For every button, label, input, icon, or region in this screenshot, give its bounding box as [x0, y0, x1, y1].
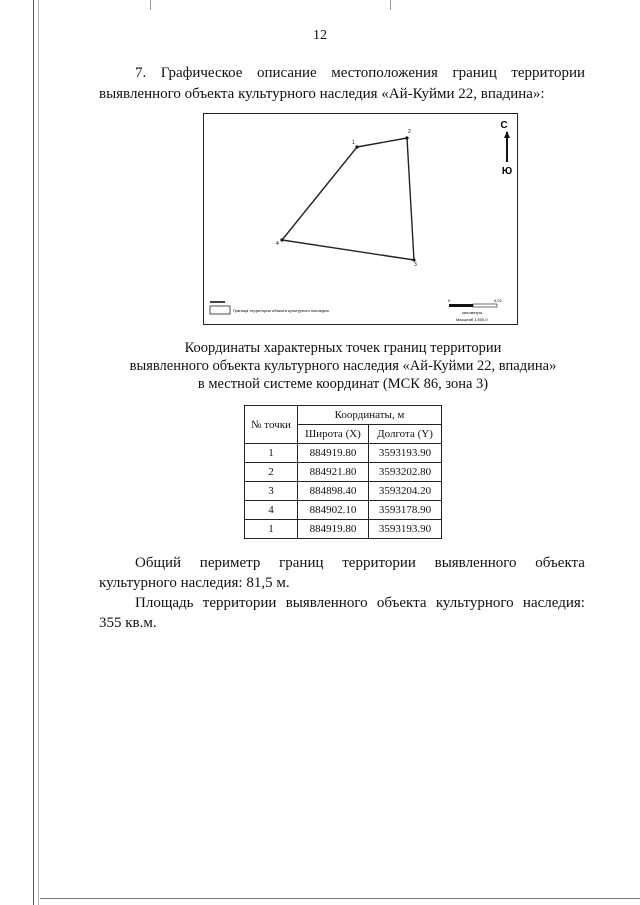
table-row [245, 520, 442, 539]
map-legend [210, 302, 329, 314]
paragraph-word: периметр [199, 555, 261, 571]
heading-word: Графическое [160, 65, 243, 81]
header-coords: Координаты, м [298, 406, 442, 425]
paragraph-word: выявленного [434, 555, 517, 571]
cell-y: 3593204.20 [369, 482, 442, 501]
heading-word: местоположения [331, 65, 438, 81]
heading-word: описание [256, 65, 317, 81]
perimeter-line-1 [99, 553, 585, 573]
north-arrow-icon [500, 120, 512, 177]
heading-line-2: выявленного объекта культурного наследия «Ай-Куйми 22, впадина»: [99, 86, 545, 102]
cell-y: 3593202.80 [369, 463, 442, 482]
page-edge [33, 0, 34, 905]
paragraph-word: наследия: [522, 595, 585, 611]
paragraph-word: выявленного [285, 595, 368, 611]
caption-line-1: Координаты характерных точек границ территории [184, 340, 502, 356]
cell-point: 1 [245, 444, 298, 463]
point-label-4: 4 [276, 241, 279, 247]
page-edge [38, 0, 39, 905]
table-header-row [245, 406, 442, 425]
cell-x: 884921.80 [298, 463, 369, 482]
boundary-point-2 [405, 136, 408, 139]
heading-line-1 [99, 63, 585, 84]
paragraph-word: границ [279, 555, 324, 571]
cell-point: 4 [245, 501, 298, 520]
north-letter: С [500, 120, 508, 131]
boundary-map [203, 113, 518, 325]
header-lon: Долгота (Y) [369, 425, 442, 444]
paragraph-word: территории [202, 595, 277, 611]
area-paragraph [99, 593, 585, 633]
coordinates-table [244, 405, 442, 539]
area-line-2: 355 кв.м. [99, 615, 157, 631]
legend-text: Граница территории объекта культурного наследия [233, 308, 329, 313]
heading-word: территории [511, 65, 585, 81]
point-label-3: 3 [414, 262, 417, 268]
area-line-1 [99, 593, 585, 613]
point-label-2: 2 [408, 129, 411, 135]
cell-x: 884919.80 [298, 520, 369, 539]
cell-point: 1 [245, 520, 298, 539]
heading-word: границ [452, 65, 497, 81]
scale-start: 0 [448, 298, 451, 303]
boundary-point-1 [355, 145, 358, 148]
scan-mark [150, 0, 151, 10]
caption-line-2: выявленного объекта культурного наследия «Ай-Куйми 22, впадина» [129, 358, 557, 374]
scan-mark [390, 0, 391, 10]
page-number: 12 [313, 28, 327, 43]
paragraph-word: территории [342, 555, 416, 571]
paragraph-word: объекта [376, 595, 427, 611]
cell-x: 884919.80 [298, 444, 369, 463]
perimeter-paragraph [99, 553, 585, 593]
scale-unit: километры [462, 310, 483, 315]
paragraph-word: Площадь [135, 595, 194, 611]
scale-ratio: Масштаб 1:500,0 [456, 317, 488, 322]
section-number: 7. [135, 65, 147, 81]
section-heading [99, 63, 585, 105]
cell-point: 2 [245, 463, 298, 482]
map-svg [204, 114, 519, 326]
table-row [245, 501, 442, 520]
table-row [245, 444, 442, 463]
cell-y: 3593193.90 [369, 520, 442, 539]
perimeter-line-2: культурного наследия: 81,5 м. [99, 575, 290, 591]
table-row [245, 482, 442, 501]
cell-y: 3593193.90 [369, 444, 442, 463]
boundary-point-4 [280, 238, 283, 241]
cell-y: 3593178.90 [369, 501, 442, 520]
bottom-rule [40, 898, 640, 899]
cell-x: 884898.40 [298, 482, 369, 501]
paragraph-word: объекта [535, 555, 585, 571]
table-caption [100, 339, 586, 393]
paragraph-word: Общий [135, 555, 182, 571]
cell-point: 3 [245, 482, 298, 501]
header-lat: Широта (X) [298, 425, 369, 444]
cell-x: 884902.10 [298, 501, 369, 520]
point-label-1: 1 [352, 140, 355, 146]
paragraph-word: культурного [435, 595, 514, 611]
south-letter: Ю [501, 166, 513, 177]
scale-bar [448, 298, 503, 322]
boundary-polygon [282, 138, 414, 260]
table-row [245, 463, 442, 482]
caption-line-3: в местной системе координат (МСК 86, зона 3) [197, 376, 489, 392]
header-point: № точки [245, 406, 298, 444]
scale-end: 0,01 [494, 298, 502, 303]
